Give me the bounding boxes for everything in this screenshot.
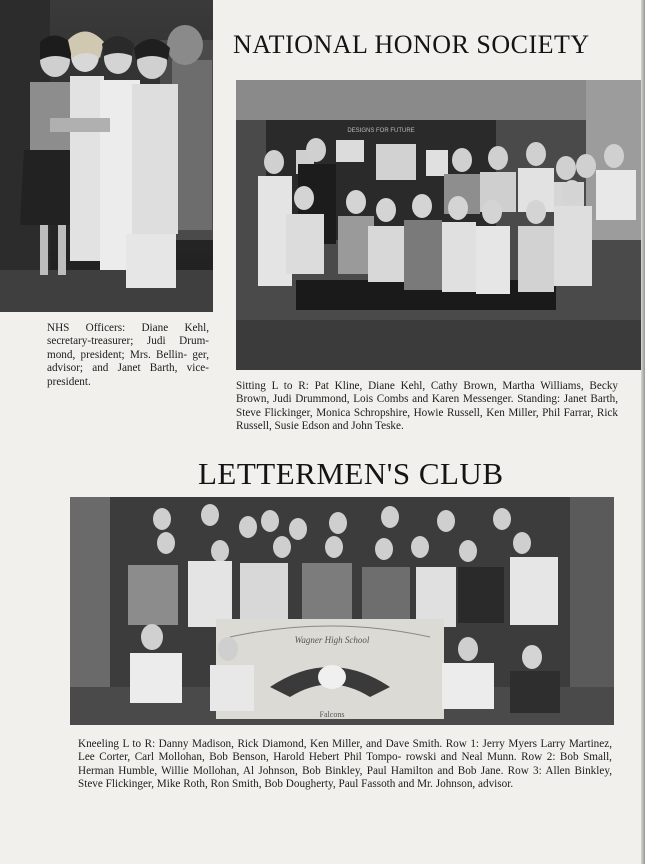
lettermen-club-photo: [70, 497, 614, 725]
officers-caption: NHS Officers: Diane Kehl, secretary-treasurer; Judi Drum- mond, president; Mrs. Bellin- ger, advisor; and Janet Barth, vice-president.: [47, 322, 209, 388]
banner-school-name: Wagner High School: [294, 635, 370, 645]
officers-photo: [0, 0, 213, 312]
club-title: LETTERMEN'S CLUB: [198, 456, 504, 491]
nhs-group-photo: [236, 80, 643, 370]
banner-mascot-name: Falcons: [319, 710, 345, 719]
nhs-title: NATIONAL HONOR SOCIETY: [233, 30, 590, 59]
bulletin-board-text: DESIGNS FOR FUTURE: [347, 128, 415, 134]
club-caption: Kneeling L to R: Danny Madison, Rick Diamond, Ken Miller, and Dave Smith. Row 1: Jerry Myers Larry Martinez, Lee Corter, Carl Mollohan, Bob Benson, Harold Hebert Phil Tompo- rowski and Neal Munn. Row 2: Bob Small, Herman Humble, Willie Mollohan, Al Johnson, Bob Binkley, Paul Hamilton and Bob Jane. Row 3: Allen Binkley, Steve Flickinger, Mike Roth, Ron Smith, Bob Dougherty, Paul Fassoth and Mr. Johnson, advisor.: [78, 738, 613, 791]
nhs-caption: Sitting L to R: Pat Kline, Diane Kehl, Cathy Brown, Martha Williams, Becky Brown, Judi Drummond, Lois Combs and Karen Messenger. Standing: Janet Barth, Steve Flickinger, Monica Schropshire, Howie Russell, Ken Miller, Phil Farrar, Rick Russell, Susie Edson and John Teske.: [236, 380, 619, 433]
scan-edge: [641, 0, 645, 864]
